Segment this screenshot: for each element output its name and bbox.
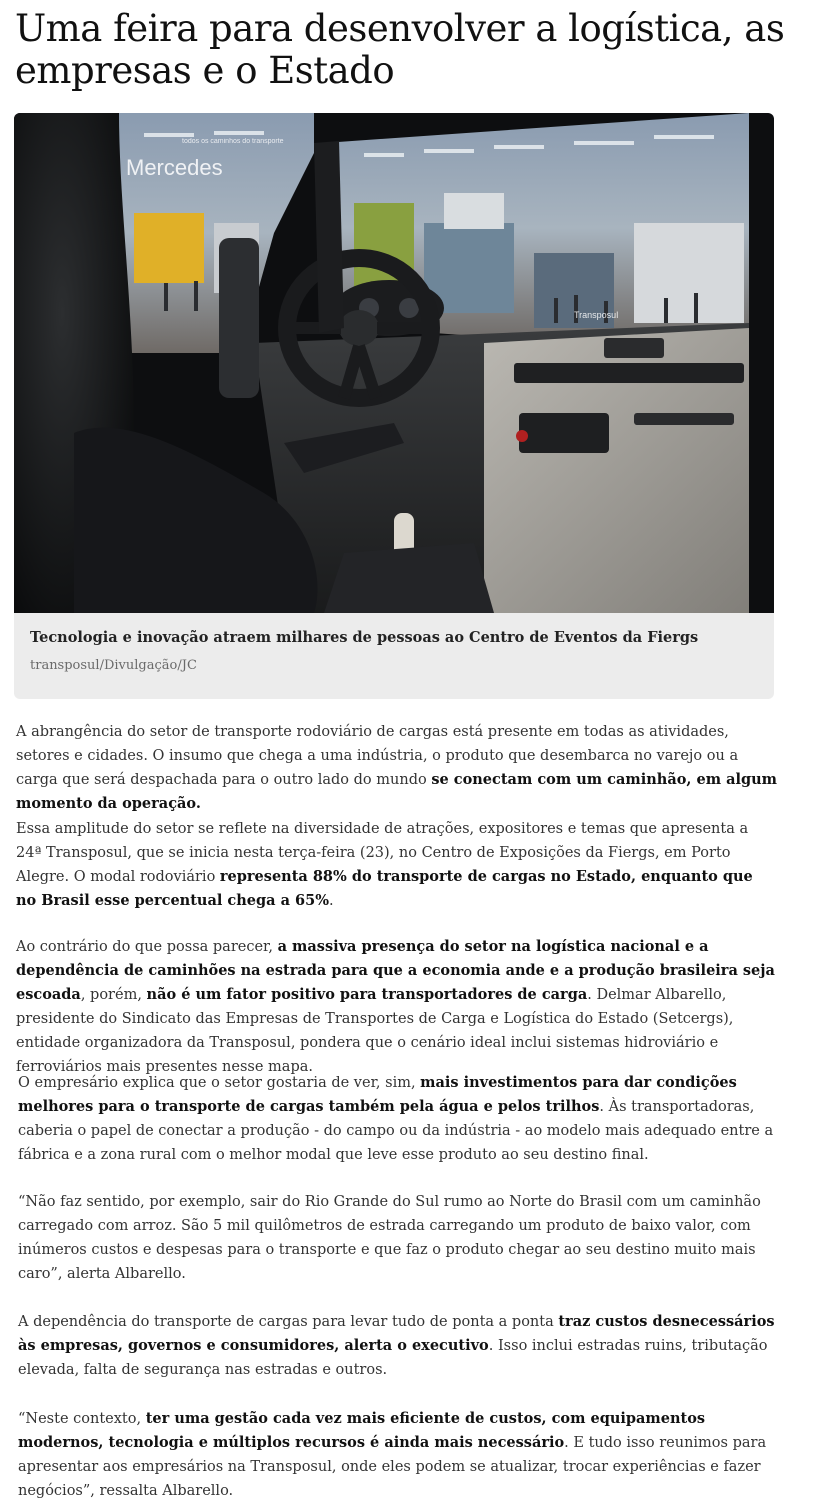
truck-cabin-photo	[14, 113, 774, 613]
article-paragraph	[16, 817, 778, 913]
article-paragraph	[16, 935, 778, 1079]
text-run: . Delmar Albarello, presidente do Sindicato das Empresas de Transportes de Carga e Logística do Estado (Setcergs), entidade organizadora da Transposul, pondera que o cenário ideal inclui sistemas hidroviário e ferroviários mais presentes nesse mapa.	[16, 987, 734, 1075]
text-run: . E tudo isso reunimos para apresentar aos empresários na Transposul, onde eles podem se atualizar, trocar experiências e fazer negócios”, ressalta Albarello.	[18, 1435, 767, 1499]
bold-text-run: mais investimentos para dar condições melhores para o transporte de cargas também pela água e pelos trilhos	[18, 1074, 737, 1115]
article-paragraph	[16, 720, 778, 816]
bold-text-run: a massiva presença do setor na logística nacional e a dependência de caminhões na estrada para que a economia ande e a produção brasileira seja escoada	[16, 938, 775, 1003]
bold-text-run: se conectam com um caminhão, em algum momento da operação.	[16, 771, 778, 812]
text-run: . Isso inclui estradas ruins, tributação elevada, falta de segurança nas estradas e outros.	[18, 1338, 768, 1378]
photo-credit: transposul/Divulgação/JC	[30, 658, 197, 673]
article-paragraph	[18, 1407, 780, 1503]
bold-text-run: traz custos desnecessários às empresas, governos e consumidores, alerta o executivo	[18, 1313, 775, 1354]
text-run: O empresário explica que o setor gostaria de ver, sim,	[18, 1075, 421, 1091]
article-title: Uma feira para desenvolver a logística, as empresas e o Estado	[15, 7, 785, 92]
bold-text-run: não é um fator positivo para transportadores de carga	[146, 986, 588, 1003]
text-run: , porém,	[80, 987, 147, 1003]
text-run: . Às transportadoras, caberia o papel de conectar a produção - do campo ou da indústria - ao modelo mais adequado entre a fábrica e a zona rural com o melhor modal que leve esse produto ao seu destino final.	[18, 1099, 774, 1163]
article-paragraph	[18, 1071, 780, 1167]
text-run: Ao contrário do que possa parecer,	[16, 939, 278, 955]
bold-text-run: ter uma gestão cada vez mais eficiente de custos, com equipamentos modernos, tecnologia e múltiplos recursos é ainda mais necessário	[18, 1410, 706, 1451]
photo-caption: Tecnologia e inovação atraem milhares de pessoas ao Centro de Eventos da Fiergs	[30, 629, 699, 646]
text-run: Essa amplitude do setor se reflete na diversidade de atrações, expositores e temas que apresenta a 24ª Transposul, que se inicia nesta terça-feira (23), no Centro de Exposições da Fiergs, em Porto Alegre. O modal rodoviário	[16, 821, 749, 885]
signage-caminhos: todos os caminhos do transporte	[182, 138, 284, 145]
bold-text-run: representa 88% do transporte de cargas no Estado, enquanto que no Brasil esse percentual chega a 65%	[16, 868, 753, 909]
text-run: A abrangência do setor de transporte rodoviário de cargas está presente em todas as atividades, setores e cidades. O insumo que chega a uma indústria, o produto que desembarca no varejo ou a carga que será despachada para o outro lado do mundo	[16, 724, 739, 788]
text-run: “Neste contexto,	[18, 1411, 146, 1427]
text-run: A dependência do transporte de cargas para levar tudo de ponta a ponta	[18, 1314, 559, 1330]
text-run: “Não faz sentido, por exemplo, sair do Rio Grande do Sul rumo ao Norte do Brasil com um caminhão carregado com arroz. São 5 mil quilômetros de estrada carregando um produto de baixo valor, com inúmeros custos e despesas para o transporte e que faz o produto chegar ao seu destino muito mais caro”, alerta Albarello.	[18, 1194, 761, 1282]
text-run: .	[328, 893, 334, 909]
signage-mercedes: Mercedes	[126, 155, 223, 180]
article-paragraph	[18, 1310, 780, 1382]
article-paragraph	[18, 1190, 780, 1286]
signage-transposul: Transposul	[574, 310, 619, 320]
article-figure	[14, 113, 774, 699]
